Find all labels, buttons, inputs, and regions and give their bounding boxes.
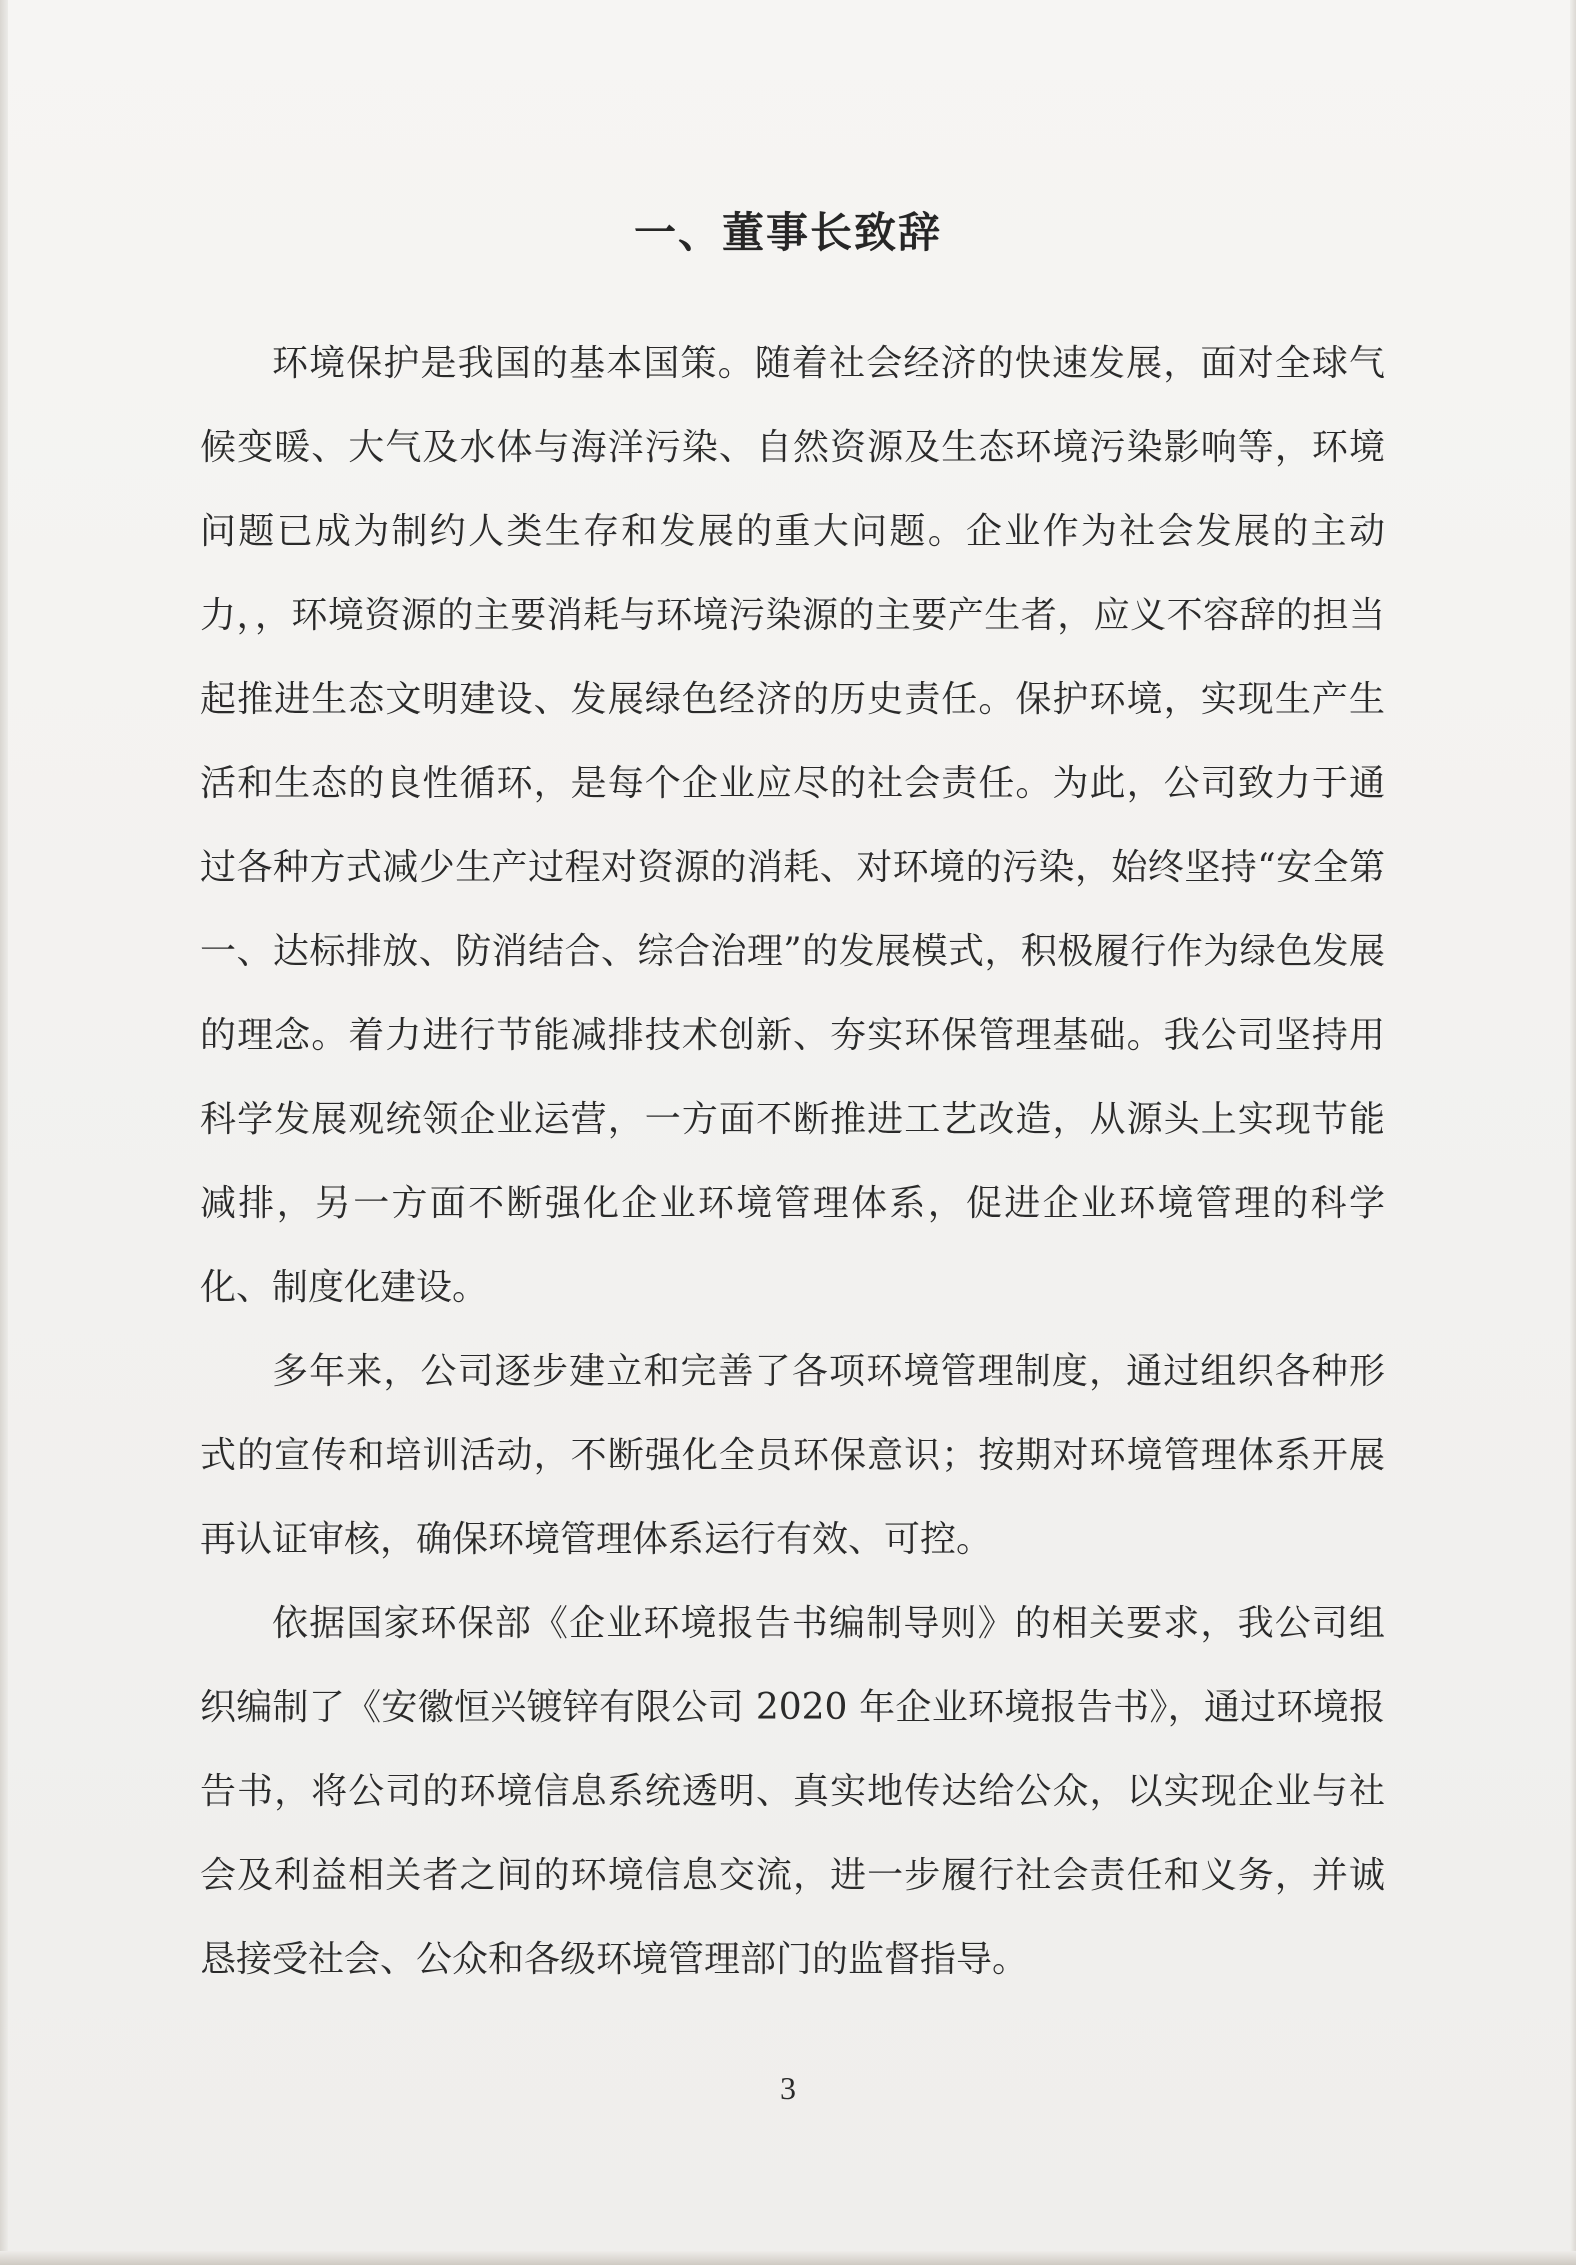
page-left-edge — [0, 0, 8, 2265]
page-number: 3 — [780, 2070, 796, 2106]
paragraph-2: 多年来，公司逐步建立和完善了各项环境管理制度，通过组织各种形式的宣传和培训活动，不断强化全员环保意识；按期对环境管理体系开展再认证审核，确保环境管理体系运行有效、可控。 — [200, 1351, 1385, 1560]
page-bottom-edge — [0, 2251, 1576, 2265]
page-title: 一、董事长致辞 — [633, 208, 942, 257]
document-body — [200, 322, 1385, 2002]
paragraph-3: 依据国家环保部《企业环境报告书编制导则》的相关要求，我公司组织编制了《安徽恒兴镀锌有限公司 2020 年企业环境报告书》，通过环境报告书，将公司的环境信息系统透明、真实地传达给公众，以实现企业与社会及利益相关者之间的环境信息交流，进一步履行社会责任和义务，并诚恳接受社会、公众和各级环境管理部门的监督指导。 — [200, 1603, 1385, 1980]
page-right-edge — [1570, 0, 1576, 2265]
paragraph-1: 环境保护是我国的基本国策。随着社会经济的快速发展，面对全球气候变暖、大气及水体与海洋污染、自然资源及生态环境污染影响等，环境问题已成为制约人类生存和发展的重大问题。企业作为社会发展的主动力，，环境资源的主要消耗与环境污染源的主要产生者，应义不容辞的担当起推进生态文明建设、发展绿色经济的历史责任。保护环境，实现生产生活和生态的良性循环，是每个企业应尽的社会责任。为此，公司致力于通过各种方式减少生产过程对资源的消耗、对环境的污染，始终坚持“安全第一、达标排放、防消结合、综合治理”的发展模式，积极履行作为绿色发展的理念。着力进行节能减排技术创新、夯实环保管理基础。我公司坚持用科学发展观统领企业运营，一方面不断推进工艺改造，从源头上实现节能减排，另一方面不断强化企业环境管理体系，促进企业环境管理的科学化、制度化建设。 — [200, 343, 1385, 1308]
